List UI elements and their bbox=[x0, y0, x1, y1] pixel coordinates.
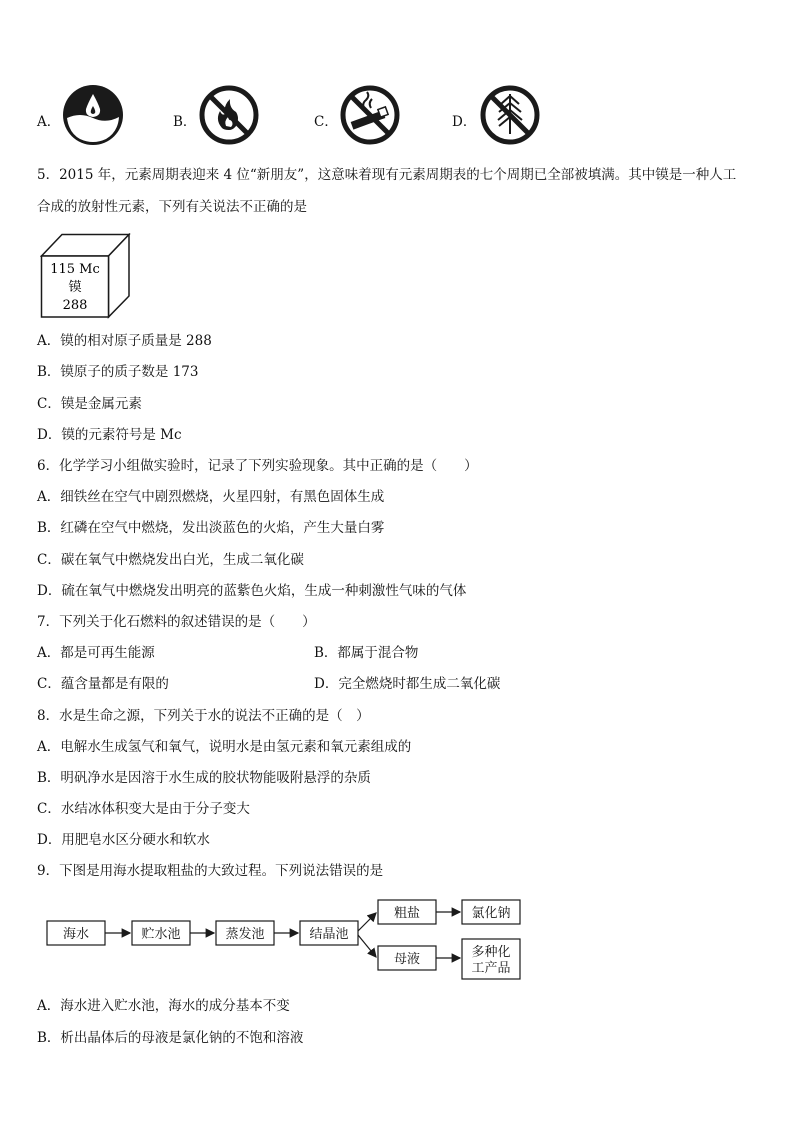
flow-label-crystallization-pool: 结晶池 bbox=[309, 927, 349, 942]
salt-flow-diagram bbox=[40, 895, 530, 985]
q5-option-b: B．镆原子的质子数是 173 bbox=[37, 364, 199, 380]
no-fire-sign-icon bbox=[198, 84, 260, 146]
q5-stem-line2: 合成的放射性元素，下列有关说法不正确的是 bbox=[37, 199, 307, 215]
q8-option-a: A．电解水生成氢气和氧气，说明水是由氢元素和氧元素组成的 bbox=[37, 739, 412, 755]
q8-stem: 8．水是生命之源，下列关于水的说法不正确的是（ ） bbox=[37, 708, 370, 724]
flow-label-evaporation-pool: 蒸发池 bbox=[225, 927, 265, 942]
flow-label-products-line1: 多种化 bbox=[471, 945, 511, 960]
q9-option-a: A．海水进入贮水池，海水的成分基本不变 bbox=[37, 998, 290, 1014]
flow-label-storage-pool: 贮水池 bbox=[141, 927, 181, 942]
flow-label-products-line2: 工产品 bbox=[471, 961, 511, 976]
q8-option-b: B．明矾净水是因溶于水生成的胶状物能吸附悬浮的杂质 bbox=[37, 770, 371, 786]
q4-option-c-label: C． bbox=[314, 114, 338, 130]
element-name: 镆 bbox=[68, 280, 82, 295]
q7-option-a: A．都是可再生能源 bbox=[37, 645, 155, 661]
flow-label-mother-liquor: 母液 bbox=[393, 952, 421, 967]
flow-label-sodium-chloride: 氯化钠 bbox=[471, 906, 511, 921]
q9-stem: 9．下图是用海水提取粗盐的大致过程。下列说法错误的是 bbox=[37, 863, 384, 879]
q8-option-d: D．用肥皂水区分硬水和软水 bbox=[37, 832, 210, 848]
water-drop-sign-icon bbox=[62, 84, 124, 146]
q5-option-d: D．镆的元素符号是 Mc bbox=[37, 427, 182, 443]
q4-option-d-label: D． bbox=[452, 114, 477, 130]
no-smoking-sign-icon bbox=[339, 84, 401, 146]
q6-option-b: B．红磷在空气中燃烧，发出淡蓝色的火焰，产生大量白雾 bbox=[37, 520, 385, 536]
q7-stem: 7．下列关于化石燃料的叙述错误的是（ ） bbox=[37, 614, 316, 630]
element-card bbox=[40, 233, 132, 319]
q4-option-a-label: A． bbox=[37, 114, 61, 130]
element-mass: 288 bbox=[62, 298, 88, 313]
q5-stem-line1: 5．2015 年，元素周期表迎来 4 位“新朋友”，这意味着现有元素周期表的七个周期已全部被填满。其中镆是一种人工 bbox=[37, 167, 737, 183]
element-number-symbol: 115 Mc bbox=[50, 262, 100, 277]
q6-option-c: C．碳在氧气中燃烧发出白光，生成二氧化碳 bbox=[37, 552, 304, 568]
q7-option-d: D．完全燃烧时都生成二氧化碳 bbox=[314, 676, 501, 692]
q7-option-b: B．都属于混合物 bbox=[314, 645, 419, 661]
no-logging-sign-icon bbox=[479, 84, 541, 146]
q6-option-d: D．硫在氧气中燃烧发出明亮的蓝紫色火焰，生成一种刺激性气味的气体 bbox=[37, 583, 467, 599]
q8-option-c: C．水结冰体积变大是由于分子变大 bbox=[37, 801, 250, 817]
flow-label-seawater: 海水 bbox=[62, 927, 90, 942]
q5-option-a: A．镆的相对原子质量是 288 bbox=[37, 333, 212, 349]
q6-stem: 6．化学学习小组做实验时，记录了下列实验现象。其中正确的是（ ） bbox=[37, 458, 478, 474]
flow-label-crude-salt: 粗盐 bbox=[393, 906, 421, 921]
q4-option-b-label: B． bbox=[173, 114, 197, 130]
q6-option-a: A．细铁丝在空气中剧烈燃烧，火星四射，有黑色固体生成 bbox=[37, 489, 385, 505]
q7-option-c: C．蕴含量都是有限的 bbox=[37, 676, 169, 692]
q5-option-c: C．镆是金属元素 bbox=[37, 396, 142, 412]
q9-option-b: B．析出晶体后的母液是氯化钠的不饱和溶液 bbox=[37, 1030, 304, 1046]
